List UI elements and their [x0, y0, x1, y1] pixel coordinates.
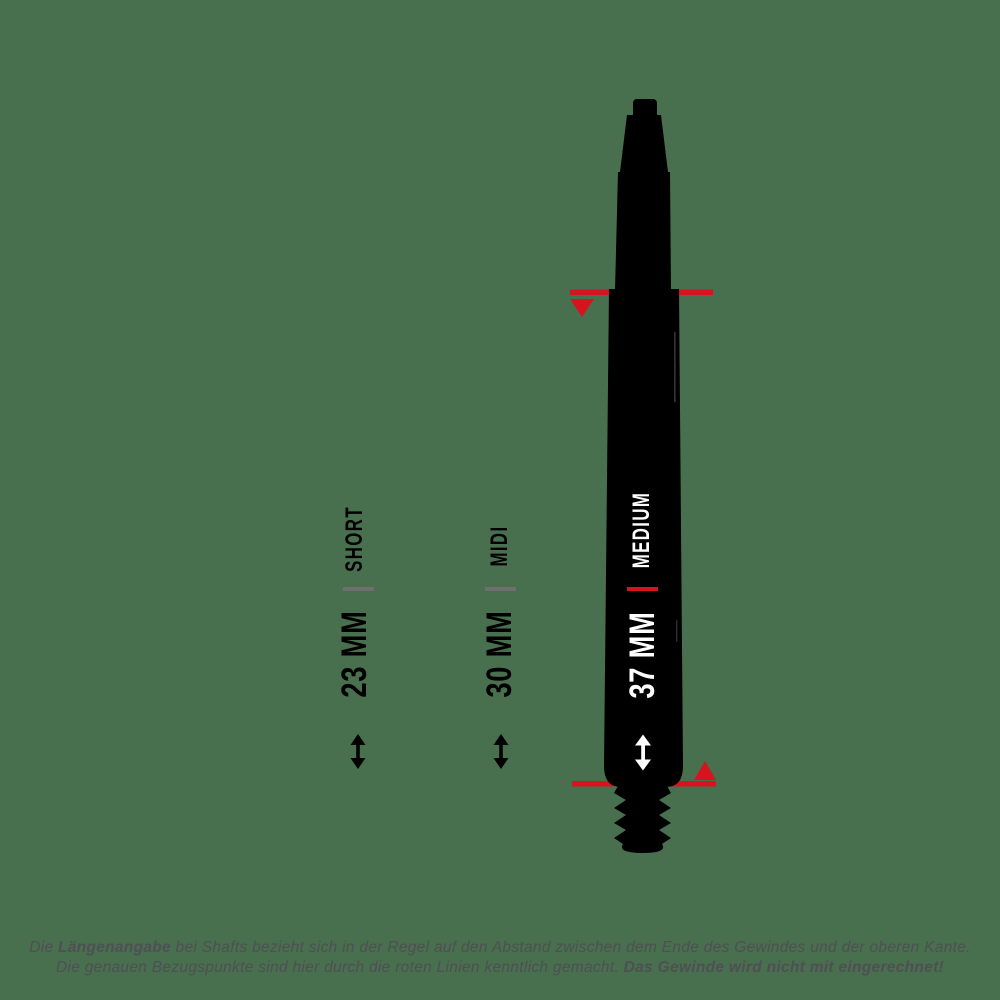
lower-bound-marker-icon	[694, 761, 716, 780]
length-arrow-icon-medium	[633, 735, 653, 776]
shaft-neck	[620, 115, 668, 172]
caption-text-bold: Längenangabe	[57, 939, 171, 956]
caption-line-1	[0, 938, 1000, 958]
tick-short	[343, 587, 374, 591]
shaft-thread	[614, 786, 671, 853]
caption-text-bold: Das Gewinde wird nicht mit eingerechnet!	[623, 959, 945, 976]
length-arrow-icon-short	[349, 734, 367, 774]
shaft-stem	[615, 172, 671, 291]
caption	[0, 938, 1000, 978]
size-value-short: 23 MM	[335, 610, 374, 698]
size-name-medium: MEDIUM	[628, 491, 655, 569]
tick-medium	[627, 587, 658, 591]
caption-line-2	[0, 958, 1000, 978]
length-arrow-icon-midi	[492, 734, 510, 774]
shaft-tip-knob	[633, 99, 657, 116]
caption-text: Die genauen Bezugspunkte sind hier durch die roten Linien kenntlich gemacht.	[55, 959, 624, 976]
upper-bound-marker-icon	[570, 299, 594, 317]
size-value-medium: 37 MM	[623, 611, 662, 699]
shaft-highlight	[676, 620, 677, 642]
tick-midi	[485, 587, 516, 591]
size-name-short: SHORT	[341, 506, 368, 572]
caption-text: bei Shafts bezieht sich in der Regel auf den Abstand zwischen dem Ende des Gewindes und der oberen Kante.	[170, 939, 971, 956]
caption-text: Die	[29, 939, 58, 956]
size-value-midi: 30 MM	[480, 610, 519, 698]
size-name-midi: MIDI	[486, 525, 513, 567]
shaft-highlight	[674, 332, 676, 402]
